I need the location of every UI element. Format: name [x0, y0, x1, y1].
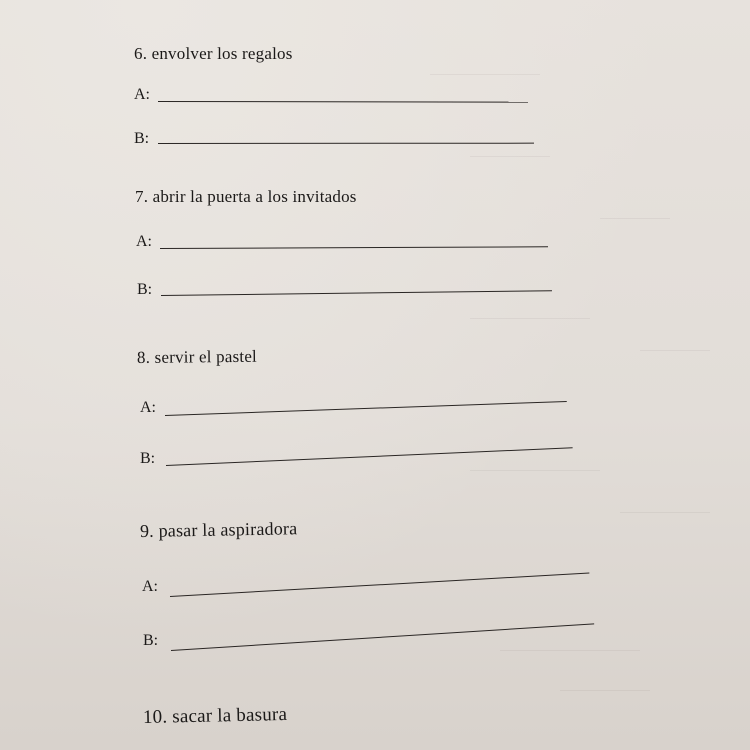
bleed-through-mark	[560, 690, 650, 691]
item-text: sacar la basura	[172, 703, 288, 728]
answer-b-label: B:	[143, 632, 159, 649]
bleed-through-mark	[600, 218, 670, 219]
bleed-through-mark	[430, 74, 540, 75]
answer-a-blank[interactable]	[170, 573, 589, 598]
answer-a-label: A:	[134, 86, 150, 103]
answer-a-blank[interactable]	[165, 401, 567, 416]
item-number: 10.	[142, 706, 168, 728]
answer-a-blank[interactable]	[158, 101, 528, 103]
item-prompt	[134, 44, 293, 64]
item-prompt	[137, 347, 257, 368]
answer-b-blank[interactable]	[166, 447, 573, 466]
bleed-through-mark	[620, 512, 710, 513]
bleed-through-mark	[640, 350, 710, 351]
answer-b-blank[interactable]	[171, 623, 594, 651]
answer-a-label: A:	[140, 399, 156, 416]
bleed-through-mark	[500, 650, 640, 651]
item-text: pasar la aspiradora	[158, 518, 298, 541]
answer-b-label: B:	[134, 130, 150, 147]
item-text: servir el pastel	[154, 346, 258, 367]
item-prompt	[143, 704, 288, 729]
answer-b-label: B:	[140, 450, 156, 467]
answer-a-blank[interactable]	[160, 246, 548, 249]
answer-b-label: B:	[137, 281, 153, 298]
answer-a-label: A:	[136, 233, 152, 250]
item-number: 8.	[136, 347, 151, 367]
item-prompt	[140, 518, 298, 542]
item-text: envolver los regalos	[151, 44, 293, 63]
answer-a-label: A:	[142, 578, 158, 595]
item-text: abrir la puerta a los invitados	[152, 187, 357, 206]
item-number: 9.	[139, 520, 155, 541]
item-number: 6.	[134, 44, 148, 63]
bleed-through-mark	[470, 156, 550, 157]
bleed-through-mark	[470, 470, 600, 471]
answer-b-blank[interactable]	[158, 143, 534, 145]
item-prompt	[135, 187, 357, 207]
item-number: 7.	[135, 187, 149, 206]
answer-b-blank[interactable]	[161, 290, 552, 296]
bleed-through-mark	[470, 318, 590, 319]
